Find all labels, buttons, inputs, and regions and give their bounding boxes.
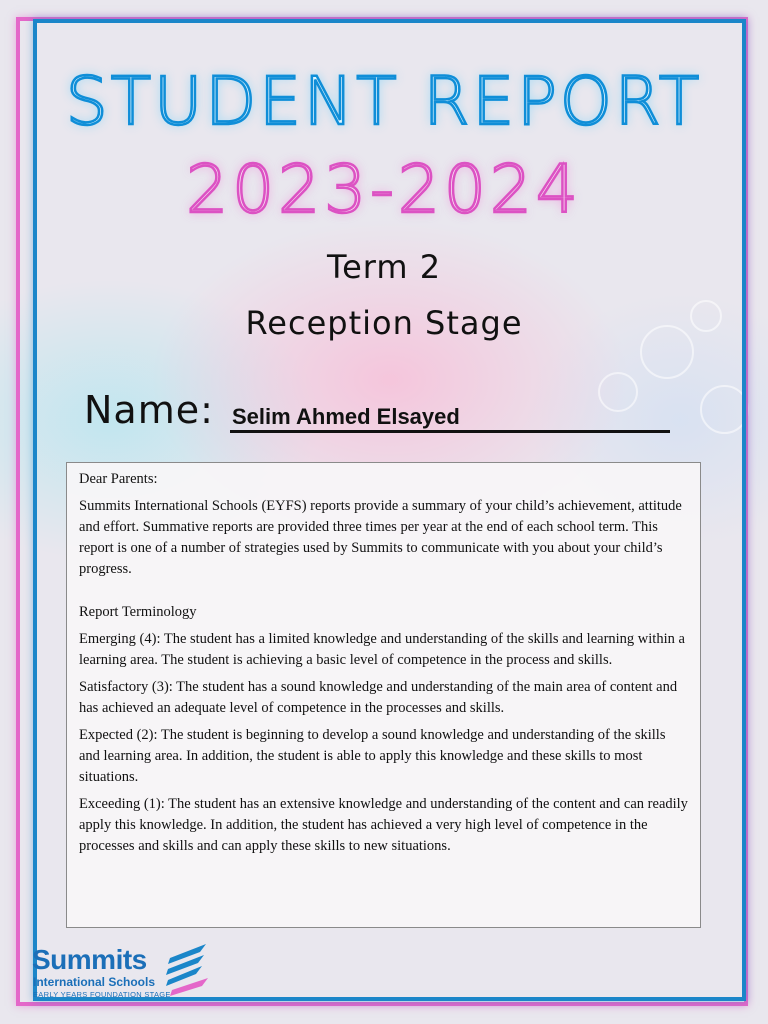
logo-subtitle: International Schools — [33, 975, 156, 989]
report-year: 2023-2024 — [186, 151, 582, 228]
summits-logo — [30, 942, 220, 1002]
letter-intro: Summits International Schools (EYFS) reports provide a summary of your child’s achievement, attitude and effort. Summative reports are provided three times per year at the end of each school term. This report is one of a number of strategies used by Summits to communicate with you about your child’s progress. — [79, 498, 682, 577]
term-emerging: Emerging (4): The student has a limited knowledge and understanding of the skills and learning within a learning area. The student is achieving a basic level of competence in the process and skills. — [79, 631, 685, 668]
parent-letter-box — [66, 462, 701, 928]
report-title: STUDENT REPORT — [65, 63, 703, 140]
logo-flag-icon — [164, 942, 210, 998]
term-satisfactory: Satisfactory (3): The student has a sound knowledge and understanding of the main area of content and has achieved an adequate level of competence in the processes and skills. — [79, 679, 678, 716]
report-stage: Reception Stage — [245, 304, 523, 342]
letter-greeting: Dear Parents: — [79, 471, 158, 487]
logo-name: Summits — [32, 944, 147, 975]
terminology-heading: Report Terminology — [79, 604, 197, 620]
term-exceeding: Exceeding (1): The student has an extensive knowledge and understanding of the content and can readily apply this knowledge. In addition, the student has achieved a very high level of competence in the processes and skills and can apply these skills to new situations. — [79, 796, 688, 854]
logo-tagline: EARLY YEARS FOUNDATION STAGE — [33, 990, 171, 999]
student-name: Selim Ahmed Elsayed — [232, 404, 460, 429]
term-expected: Expected (2): The student is beginning to develop a sound knowledge and understanding of the skills and learning area. In addition, the student is able to apply this knowledge and these skills to most situations. — [79, 727, 666, 785]
name-label: Name: — [84, 388, 214, 432]
report-term: Term 2 — [326, 248, 442, 286]
